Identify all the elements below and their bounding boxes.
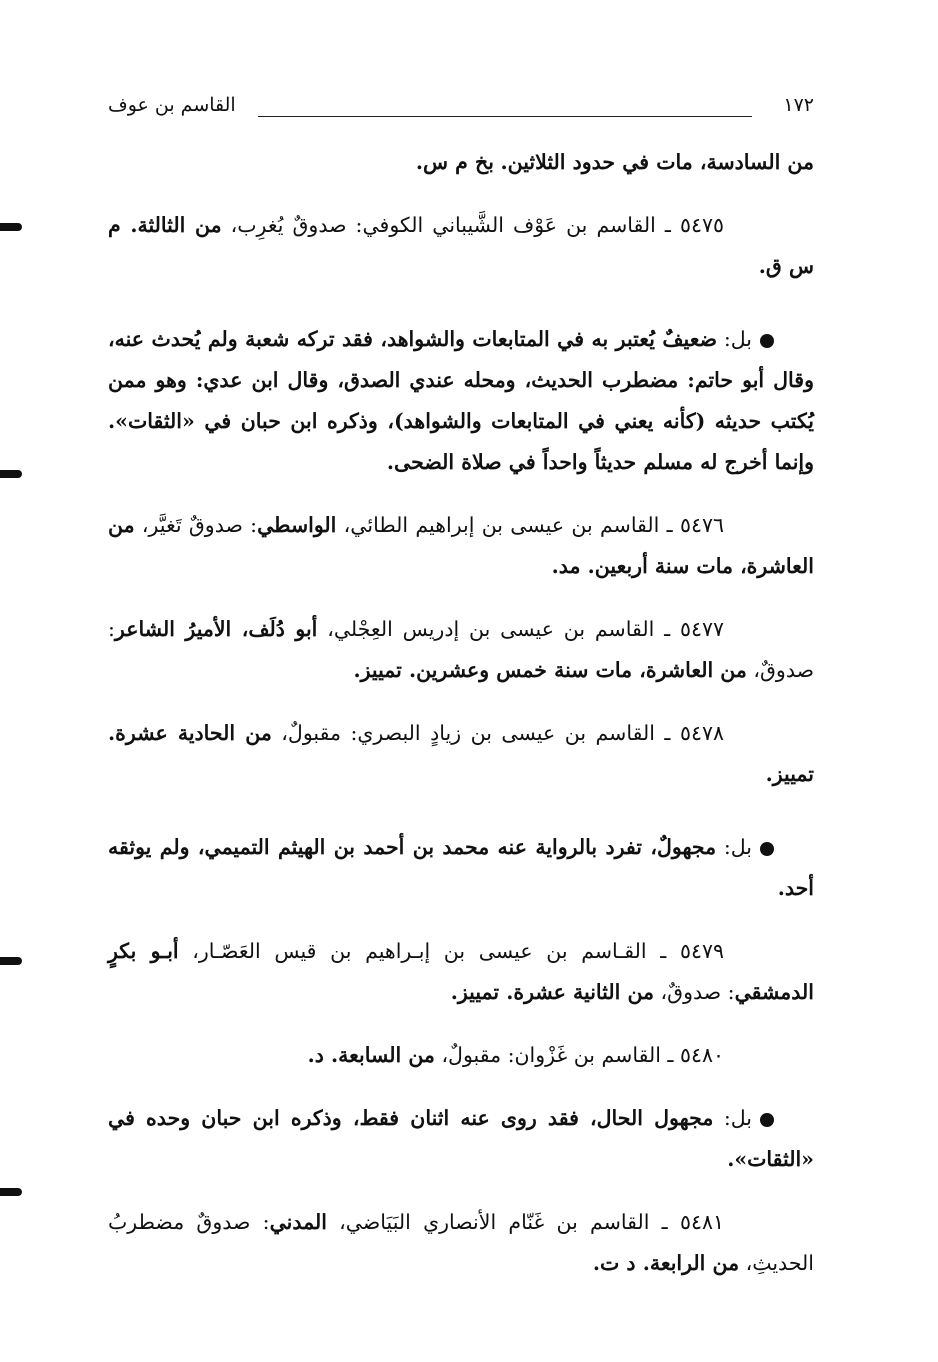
margin-mark <box>0 470 22 478</box>
note-5475: بل: ضعيفٌ يُعتبر به في المتابعات والشواهد، فقد تركه شعبة ولم يُحدث عنه، وقال أبو حاتم: مضطرب الحديث، ومحله عندي الصدق، وقال ابن عدي: وهو ممن يُكتب حديثه (كأنه يعني في المتابعات والشواهد)، وذكره ابن حبان في «الثقات». وإنما أخرج له مسلم حديثاً واحداً في صلاة الضحى. <box>108 327 814 474</box>
entry-5475: ٥٤٧٥ ـ القاسم بن عَوْف الشَّيباني الكوفي: صدوقٌ يُغرِب، من الثالثة. م س ق. <box>108 213 814 278</box>
entry-5476: ٥٤٧٦ ـ القاسم بن عيسى بن إبراهيم الطائي، الواسطي: صدوقٌ تَغيَّر، من العاشرة، مات سنة أربعين. مد. <box>108 513 814 578</box>
margin-mark <box>0 957 22 965</box>
bullet-icon <box>760 1113 774 1127</box>
note-5480: بل: مجهول الحال، فقد روى عنه اثنان فقط، وذكره ابن حبان وحده في «الثقات». <box>108 1106 814 1171</box>
page-number: ١٧٢ <box>783 94 814 116</box>
margin-mark <box>0 223 22 231</box>
paragraph-continuation: من السادسة، مات في حدود الثلاثين. بخ م س. <box>415 150 814 174</box>
running-title: القاسم بن عوف <box>108 94 236 116</box>
entry-5477: ٥٤٧٧ ـ القاسم بن عيسى بن إدريس العِجْلي، أبو دُلَف، الأميرُ الشاعر: صدوقٌ، من العاشرة، مات سنة خمس وعشرين. تمييز. <box>108 617 814 682</box>
note-5478: بل: مجهولٌ، تفرد بالرواية عنه محمد بن أحمد بن الهيثم التميمي، ولم يوثقه أحد. <box>108 835 814 900</box>
margin-mark <box>0 1188 22 1196</box>
entry-5481: ٥٤٨١ ـ القاسم بن غَنّام الأنصاري البَيَاضي، المدني: صدوقٌ مضطربُ الحديثِ، من الرابعة. د ت. <box>108 1210 814 1275</box>
entry-5480: ٥٤٨٠ ـ القاسم بن غَزْوان: مقبولٌ، من السابعة. د. <box>307 1043 724 1067</box>
running-header <box>108 92 814 124</box>
bullet-icon <box>760 334 774 348</box>
bullet-icon <box>760 842 774 856</box>
entry-5478: ٥٤٧٨ ـ القاسم بن عيسى بن زيادٍ البصري: مقبولٌ، من الحادية عشرة. تمييز. <box>108 721 814 786</box>
entry-5479: ٥٤٧٩ ـ القـاسم بن عيسى بن إبـراهيم بن قيس العَصّـار، أبـو بكرٍ الدمشقي: صدوقٌ، من الثانية عشرة. تمييز. <box>108 939 814 1004</box>
header-rule <box>258 116 752 117</box>
page-content <box>108 92 814 1284</box>
